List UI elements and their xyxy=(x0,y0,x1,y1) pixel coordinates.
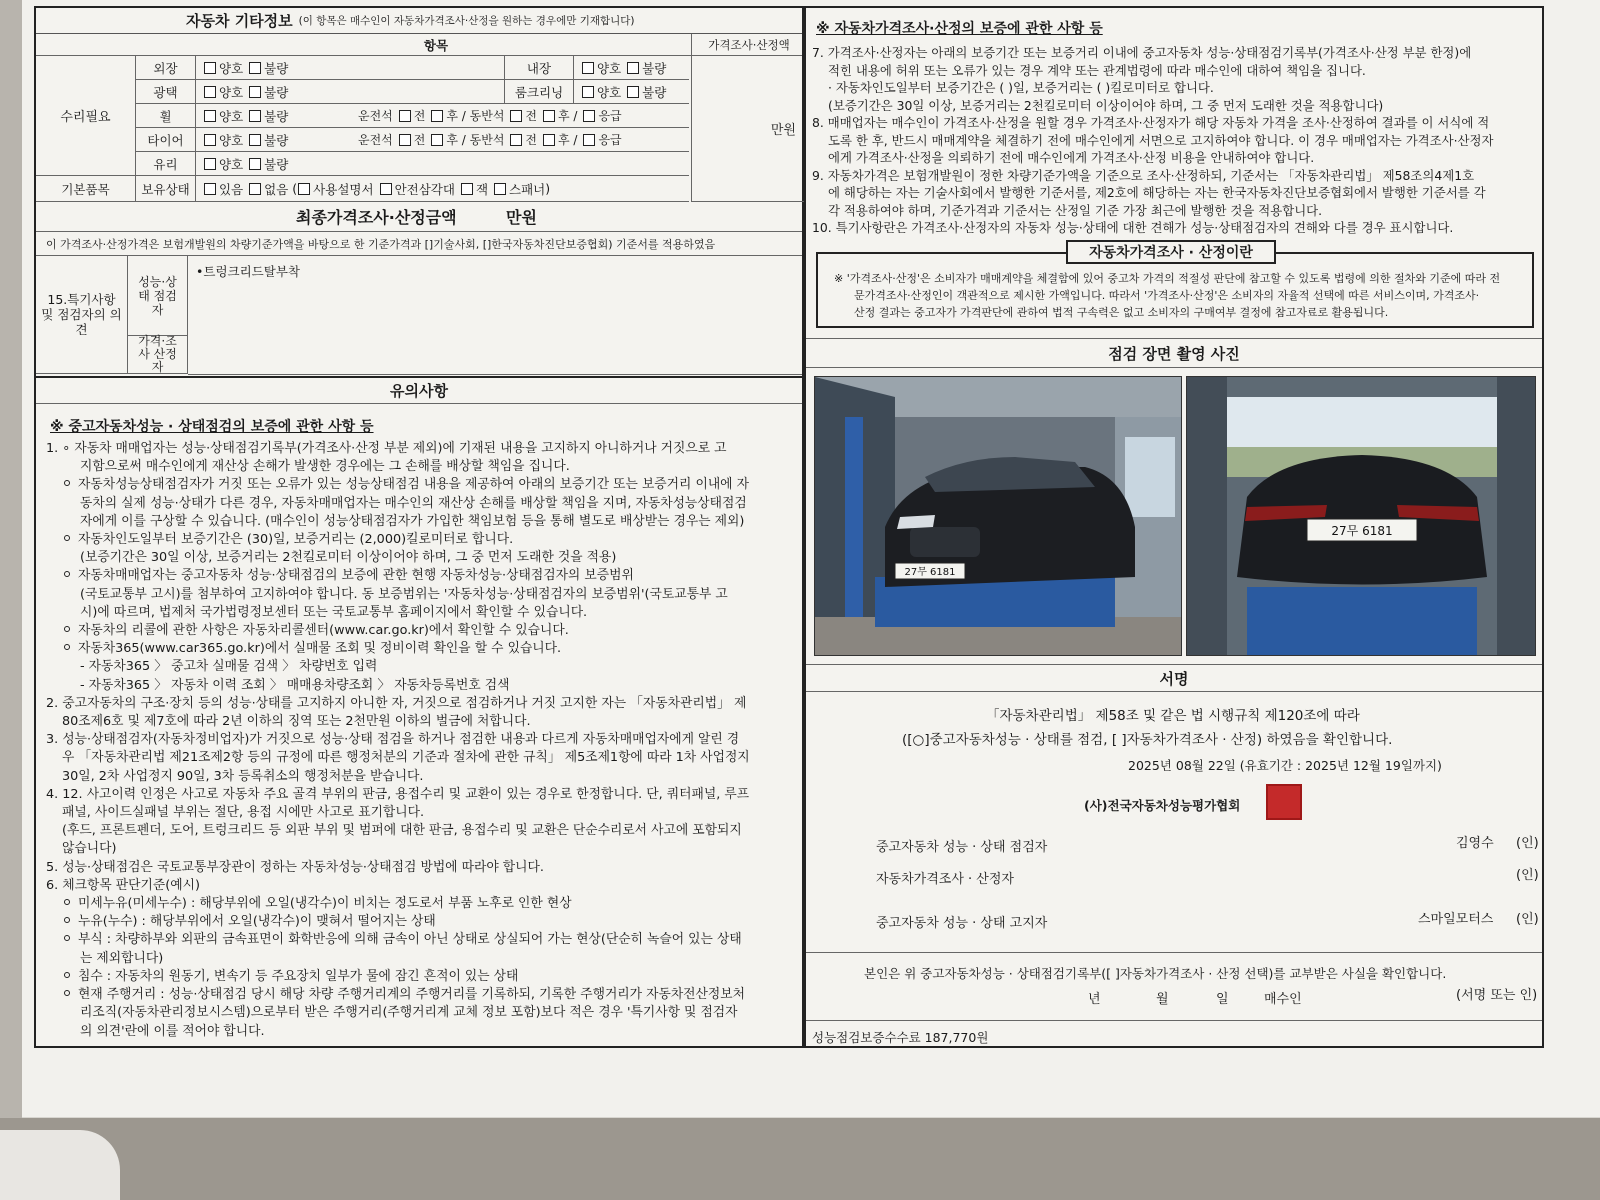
basic-items-label: 기본품목 xyxy=(36,176,136,201)
appraiser-opinion-label: 가격·조사 산정자 xyxy=(128,336,188,374)
wheel-rear-label: 후 xyxy=(446,109,458,123)
row-glass xyxy=(136,152,689,176)
room-clean-good-label: 양호 xyxy=(597,84,622,100)
info-column-header xyxy=(36,34,802,56)
caution-line: 2. 중고자동차의 구조·장치 등의 성능·상태를 고지하지 아니한 자, 거짓으로 점검하거나 거짓 고지한 자는 「자동차관리법」 제 xyxy=(46,695,747,711)
photos-title-text: 점검 장면 촬영 사진 xyxy=(1108,344,1240,363)
tire-label: 타이어 xyxy=(136,128,196,151)
exterior-good-checkbox[interactable] xyxy=(204,62,216,74)
rear-car-image xyxy=(1187,377,1536,656)
price-basis-row xyxy=(36,232,802,256)
jack-checkbox[interactable] xyxy=(461,183,473,195)
front-plate-text: 27무 6181 xyxy=(904,567,956,578)
caution-line: 부식 : 차량하부와 외판의 금속표면이 화학반응에 의해 금속이 아닌 상태로 상실되어 가는 현상(단순히 녹슬어 있는 상태 xyxy=(78,932,742,948)
caution-title-text: 유의사항 xyxy=(390,382,448,400)
gloss-good-label: 양호 xyxy=(219,84,244,100)
caution-line: (보증기간은 30일 이상, 보증거리는 2천킬로미터 이상이어야 하며, 그 중 먼저 도래한 것을 적용) xyxy=(80,550,617,566)
have-checkbox[interactable] xyxy=(204,183,216,195)
signature-title-text: 서명 xyxy=(1159,669,1189,688)
date-line: 2025년 08월 22일 (유효기간 : 2025년 12월 19일까지) xyxy=(1128,758,1442,773)
col-price-label: 가격조사·산정액 xyxy=(708,37,790,52)
caution-line: 자동차매매업자는 중고자동차 성능·상태점검의 보증에 관한 현행 자동차성능·상태점검자의 보증범위 xyxy=(78,568,634,584)
row-exterior xyxy=(136,56,689,80)
appraisal-text-1: ※ '가격조사·산정'은 소비자가 매매계약을 체결함에 있어 중고차 가격의 적절성 판단에 참고할 수 있도록 법령에 의한 절차와 기준에 따라 전 xyxy=(834,272,1501,285)
front-car-image xyxy=(815,377,1182,656)
inspector-seal-mark: (인) xyxy=(1516,836,1539,851)
inspection-document xyxy=(22,0,1600,1118)
caution-line: 6. 체크항목 판단기준(예시) xyxy=(46,877,200,893)
room-clean-bad-label: 불량 xyxy=(642,84,667,100)
basis-text-2: ]기술사회, [ xyxy=(428,237,488,251)
front-inspection-photo xyxy=(814,376,1182,656)
caution-line: 의 의견'란에 이를 적어야 합니다. xyxy=(80,1023,265,1039)
tire-pass-rear-checkbox[interactable] xyxy=(543,134,555,146)
tire-front-checkbox[interactable] xyxy=(399,134,411,146)
caution-line: 현재 주행거리 : 성능·상태점검 당시 해당 차량 주행거리계의 주행거리를 기록하되, 기록한 주행거리가 자동차전산정보처 xyxy=(78,987,745,1003)
glass-bad-label: 불량 xyxy=(264,156,289,172)
room-clean-label: 룸크리닝 xyxy=(504,80,574,103)
row-wheel: 휠 양호 불량 운전석 전 후 / 동반석 전 후 / 응급 xyxy=(136,104,689,128)
caution-line: 누유(누수) : 해당부위에서 오일(냉각수)이 맺혀서 떨어지는 상태 xyxy=(78,914,436,930)
caution-line: 30일, 2차 사업정지 90일, 3차 등록취소의 행정처분을 받습니다. xyxy=(62,768,424,784)
caution-line: 우 「자동차관리법 제21조제2항 등의 규정에 따른 행정처분의 기준과 절차에 관한 규칙」 제5조제1항에 따라 1차 사업정지 xyxy=(62,750,750,766)
glass-good-checkbox[interactable] xyxy=(204,158,216,170)
caution-line: (국토교통부 고시)를 첨부하여 고지하여야 합니다. 동 보증범위는 '자동차성능·상태점검자의 보증범위'(국토교통부 고 xyxy=(80,586,728,602)
caution-line: 3. 성능·상태점검자(자동차정비업자)가 거짓으로 성능·상태 점검을 하거나 점검한 내용과 다르게 자동차매매업자에게 알린 경 xyxy=(46,732,740,748)
receipt-year: 년 xyxy=(1088,992,1101,1007)
wheel-pass-rear-label: 후 xyxy=(558,109,570,123)
spanner-label: 스패너 xyxy=(509,181,546,197)
caution-line: 자동차인도일부터 보증기간은 (30)일, 보증거리는 (2,000)킬로미터로 합니다. xyxy=(78,532,514,548)
vehicle-info-note: (이 항목은 매수인이 자동차가격조사·산정을 원하는 경우에만 기재합니다) xyxy=(298,15,635,27)
warranty-line: 9. 자동차가격은 보험개발원이 정한 차량기준가액을 기준으로 조사·산정하되, 기준서는 「자동차관리법」 제58조의4제1호 xyxy=(812,167,1475,183)
wheel-pass-front-checkbox[interactable] xyxy=(510,110,522,122)
gloss-bad-checkbox[interactable] xyxy=(249,86,261,98)
manual-label: 사용설명서 xyxy=(313,181,374,197)
tire-spare-label: 응급 xyxy=(598,133,622,147)
wheel-bad-label: 불량 xyxy=(264,108,289,124)
background-surface xyxy=(0,1118,1600,1200)
inspector-sign-label: 중고자동차 성능 · 상태 점검자 xyxy=(876,840,1048,855)
triangle-label: 안전삼각대 xyxy=(394,181,455,197)
wheel-pass-front-label: 전 xyxy=(525,109,538,123)
caution-line: 동차의 실제 성능·상태가 다른 경우, 자동차매매업자는 매수인의 재산상 손해를 배상할 책임을 지며, 자동차성능상태점검 xyxy=(80,495,747,511)
caution-line: 리조직(자동차관리정보시스템)으로부터 받은 주행거리(주행거리계 교체 정보 포함)보다 적은 경우 '특기사항 및 점검자 xyxy=(80,1005,738,1021)
tire-rear-label: 후 xyxy=(446,133,458,147)
possession-label: 보유상태 xyxy=(136,176,196,201)
caution-line: 침수 : 자동차의 원동기, 변속기 등 주요장치 일부가 물에 잠긴 흔적이 있는 상태 xyxy=(78,968,519,984)
caution-line: 않습니다) xyxy=(62,841,117,857)
gloss-bad-label: 불량 xyxy=(264,84,289,100)
tire-good-checkbox[interactable] xyxy=(204,134,216,146)
caution-line: 지함으로써 매수인에게 재산상 손해가 발생한 경우에는 그 손해를 배상할 책임을 집니다. xyxy=(80,459,570,475)
notifier-seal-mark: (인) xyxy=(1516,912,1539,927)
association-name: (사)전국자동차성능평가협회 xyxy=(1084,798,1241,813)
col-item-label: 항목 xyxy=(423,37,449,53)
none-label: 없음 xyxy=(264,181,289,197)
caution-line: 자동차365(www.car365.go.kr)에서 실매물 조회 및 정비이력 확인을 할 수 있습니다. xyxy=(78,641,562,657)
special-notes-label: 15.특기사항 및 점검자의 의견 xyxy=(36,256,128,374)
notifier-name: 스마일모터스 xyxy=(1418,912,1494,927)
inspector-opinion-text: •트렁크리드탈부착 xyxy=(196,264,300,279)
tire-rear-checkbox[interactable] xyxy=(431,134,443,146)
warranty-line: 7. 가격조사·산정자는 아래의 보증기간 또는 보증거리 이내에 중고자동차 성능·상태점검기록부(가격조사·산정 부분 한정)에 xyxy=(812,45,1472,60)
exterior-bad-label: 불량 xyxy=(264,60,289,76)
paper-corner xyxy=(0,1130,120,1200)
glass-bad-checkbox[interactable] xyxy=(249,158,261,170)
rear-plate-text: 27무 6181 xyxy=(1331,524,1393,538)
warranty-line: (보증기간은 30일 이상, 보증거리는 2천킬로미터 이상이어야 하며, 그 중 먼저 도래한 것을 적용합니다) xyxy=(828,97,1384,113)
gloss-good-checkbox[interactable] xyxy=(204,86,216,98)
price-unit-manwon: 만원 xyxy=(691,56,804,202)
wheel-good-label: 양호 xyxy=(219,108,244,124)
gloss-label: 광택 xyxy=(136,80,196,103)
tire-spare-checkbox[interactable] xyxy=(583,134,595,146)
appraisal-box-title: 자동차가격조사 · 산정이란 xyxy=(1066,240,1276,264)
row-basic-items: 기본품목 보유상태 있음 없음 ( 사용설명서 안전삼각대 잭 스패너 ) xyxy=(36,176,689,202)
row-tire: 타이어 양호 불량 운전석 전 후 / 동반석 전 후 / 응급 xyxy=(136,128,689,152)
interior-bad-checkbox[interactable] xyxy=(627,62,639,74)
glass-good-label: 양호 xyxy=(219,156,244,172)
interior-label: 내장 xyxy=(504,56,574,79)
wheel-rear-checkbox[interactable] xyxy=(431,110,443,122)
buyer-label: 매수인 xyxy=(1264,992,1302,1007)
caution-line: 자에게 이를 구상할 수 있습니다. (매수인이 성능상태점검자가 가입한 책임보험 등을 통해 별도로 배상받는 경우는 제외) xyxy=(80,513,745,529)
warranty-line: 10. 특기사항란은 가격조사·산정자의 자동차 성능·상태에 대한 견해가 성능·상태점검자의 견해와 다를 경우 표시합니다. xyxy=(812,220,1454,235)
warranty-line: 각 적용하여야 하며, 기준가격과 기준서는 산정일 기준 가장 최근에 발행한 것을 적용합니다. xyxy=(828,202,1323,218)
wheel-passenger-label: 동반석 xyxy=(469,109,505,123)
caution-heading: ※ 중고자동차성능 · 상태점검의 보증에 관한 사항 등 xyxy=(50,419,374,435)
room-clean-good-checkbox[interactable] xyxy=(582,86,594,98)
caution-line: 4. 12. 사고이력 인정은 사고로 자동차 주요 골격 부위의 판금, 용접수리 및 교환이 있는 경우로 한정합니다. 단, 쿼터패널, 루프 xyxy=(46,786,750,802)
warranty-line: 8. 매매업자는 매수인이 가격조사·산정을 원할 경우 가격조사·산정자가 해당 자동차 가격을 조사·산정하여 결과를 이 서식에 적 xyxy=(812,115,1490,130)
none-checkbox[interactable] xyxy=(249,183,261,195)
left-panel xyxy=(34,6,804,1048)
final-price-label: 최종가격조사·산정금액 xyxy=(296,208,457,227)
glass-label: 유리 xyxy=(136,152,196,175)
tire-front-label: 전 xyxy=(413,133,426,147)
row-gloss xyxy=(136,80,689,104)
wheel-good-checkbox[interactable] xyxy=(204,110,216,122)
warranty-line: 적힌 내용에 허위 또는 오류가 있는 경우 계약 또는 관계법령에 따라 매수인에 대하여 책임을 집니다. xyxy=(828,62,1366,78)
final-price-unit: 만원 xyxy=(506,208,537,227)
tire-pass-front-checkbox[interactable] xyxy=(510,134,522,146)
appraisal-text-3: 산정 결과는 중고자가 가격판단에 관하여 법적 구속력은 없고 소비자의 구매여부 결정에 참고자료로 활용됩니다. xyxy=(854,306,1389,319)
wheel-spare-label: 응급 xyxy=(598,109,622,123)
tire-passenger-label: 동반석 xyxy=(469,133,505,147)
jack-label: 잭 xyxy=(475,181,489,197)
appraiser-seal-mark: (인) xyxy=(1516,868,1539,883)
final-price-row xyxy=(36,202,802,232)
right-panel xyxy=(804,6,1544,1048)
caution-line: - 자동차365 〉 자동차 이력 조회 〉 매매용차량조회 〉 자동차등록번호 검색 xyxy=(80,677,510,693)
caution-line: 자동차의 리콜에 관한 사항은 자동차리콜센터(www.car.go.kr)에서 확인할 수 있습니다. xyxy=(78,623,569,639)
caution-body xyxy=(46,440,798,1041)
warranty-line: · 자동차인도일부터 보증기간은 ( )일, 보증거리는 ( )킬로미터로 합니다. xyxy=(828,80,1214,95)
warranty-line: 에 해당하는 자는 기술사회에서 발행한 기준서를, 제2호에 해당하는 자는 한국자동차진단보증협회에서 발행한 기준서를 각 xyxy=(828,185,1486,200)
notifier-sign-label: 중고자동차 성능 · 상태 고지자 xyxy=(876,916,1048,931)
caution-line: 미세누유(미세누수) : 해당부위에 오일(냉각수)이 비치는 정도로서 부품 노후로 인한 현상 xyxy=(78,896,572,912)
warranty-fee-line: 성능점검보증수수료 187,770원 xyxy=(812,1030,989,1045)
have-label: 있음 xyxy=(219,181,244,197)
inspector-name: 김영수 xyxy=(1456,836,1494,851)
caution-title xyxy=(36,376,802,404)
appraisal-text-2: 문가격조사·산정인이 객관적으로 제시한 가액입니다. 따라서 '가격조사·산정'은 소비자의 자율적 선택에 따른 서비스이며, 가격조사· xyxy=(854,289,1480,302)
warranty-body xyxy=(812,44,1538,237)
caution-line: (후드, 프론트펜더, 도어, 트렁크리드 등 외판 부위 및 범퍼에 대한 판금, 용접수리 및 교환은 단순수리로서 사고에 포함되지 xyxy=(62,823,742,839)
tire-bad-label: 불량 xyxy=(264,132,289,148)
confirm-line: ([○]중고자동차성능 · 상태를 점검, [ ]자동차가격조사 · 산정) 하였음을 확인합니다. xyxy=(902,732,1393,748)
rear-inspection-photo xyxy=(1186,376,1536,656)
caution-line: - 자동차365 〉 중고차 실매물 검색 〉 차량번호 입력 xyxy=(80,659,378,675)
caution-line: 는 제외합니다) xyxy=(80,950,164,966)
receipt-line: 본인은 위 중고자동차성능 · 상태점검기록부([ ]자동차가격조사 · 산정 선택)를 교부받은 사실을 확인합니다. xyxy=(864,966,1447,981)
exterior-label: 외장 xyxy=(136,56,196,79)
exterior-good-label: 양호 xyxy=(219,60,244,76)
wheel-bad-checkbox[interactable] xyxy=(249,110,261,122)
tire-bad-checkbox[interactable] xyxy=(249,134,261,146)
caution-line: 1. ∘ 자동차 매매업자는 성능·상태점검기록부(가격조사·산정 부분 제외)에 기재된 내용을 고지하지 아니하거나 거짓으로 고 xyxy=(46,441,727,456)
triangle-checkbox[interactable] xyxy=(380,183,392,195)
interior-good-label: 양호 xyxy=(597,60,622,76)
tire-pass-front-label: 전 xyxy=(525,133,538,147)
caution-line: 시)에 따르며, 법제처 국가법령정보센터 또는 국토교통부 홈페이지에서 확인할 수 있습니다. xyxy=(80,604,588,620)
interior-bad-label: 불량 xyxy=(642,60,667,76)
caution-line: 자동차성능상태점검자가 거짓 또는 오류가 있는 성능상태점검 내용을 제공하여 아래의 보증기간 또는 보증거리 이내에 자 xyxy=(78,477,749,493)
wheel-front-label: 전 xyxy=(413,109,426,123)
caution-line: 80조제6호 및 제7호에 따라 2년 이하의 징역 또는 2천만원 이하의 벌금에 처합니다. xyxy=(62,714,531,730)
spanner-checkbox[interactable] xyxy=(494,183,506,195)
caution-line: 5. 성능·상태점검은 국토교통부장관이 정하는 자동차성능·상태점검 방법에 따라야 합니다. xyxy=(46,859,544,875)
wheel-label: 휠 xyxy=(136,104,196,127)
wheel-pass-rear-checkbox[interactable] xyxy=(543,110,555,122)
caution-line: 패널, 사이드실패널 부위는 절단, 용접 시에만 사고로 표기합니다. xyxy=(62,805,425,821)
receipt-day: 일 xyxy=(1216,992,1229,1007)
inspector-opinion-label: 성능·상태 점검자 xyxy=(128,256,188,336)
repair-needed-label: 수리필요 xyxy=(36,56,136,176)
vehicle-info-title: 자동차 기타정보 xyxy=(186,12,293,30)
law-basis-line: 「자동차관리법」 제58조 및 같은 법 시행규칙 제120조에 따라 xyxy=(986,708,1360,724)
basis-text-1: 이 가격조사·산정가격은 보험개발원의 차량기준가액을 바탕으로 한 기준가격과 [ xyxy=(46,237,429,251)
wheel-spare-checkbox[interactable] xyxy=(583,110,595,122)
tire-good-label: 양호 xyxy=(219,132,244,148)
tire-driver-label: 운전석 xyxy=(358,133,393,147)
warranty-line: 도록 한 후, 반드시 매매계약을 체결하기 전에 매수인에게 서면으로 고지하여야 합니다. 이 경우 매매업자는 가격조사·산정자 xyxy=(828,132,1494,148)
vehicle-info-header xyxy=(36,8,802,34)
wheel-front-checkbox[interactable] xyxy=(399,110,411,122)
room-clean-bad-checkbox[interactable] xyxy=(627,86,639,98)
interior-good-checkbox[interactable] xyxy=(582,62,594,74)
photos-title xyxy=(806,338,1542,368)
basis-text-3: ]한국자동차진단보증협회) 기준서를 적용하였음 xyxy=(487,237,716,251)
receipt-month: 월 xyxy=(1156,992,1169,1007)
warranty-heading: ※ 자동차가격조사·산정의 보증에 관한 사항 등 xyxy=(816,21,1103,37)
appraiser-sign-label: 자동차가격조사 · 산정자 xyxy=(876,872,1014,887)
exterior-bad-checkbox[interactable] xyxy=(249,62,261,74)
buyer-sign-mark: (서명 또는 인) xyxy=(1456,988,1538,1003)
signature-title xyxy=(806,664,1542,692)
manual-checkbox[interactable] xyxy=(298,183,310,195)
warranty-line: 에게 가격조사·산정을 의뢰하기 전에 매수인에게 가격조사·산정 비용을 안내하여야 합니다. xyxy=(828,150,1315,165)
tire-pass-rear-label: 후 xyxy=(558,133,570,147)
association-seal xyxy=(1266,784,1302,820)
wheel-driver-label: 운전석 xyxy=(358,109,393,123)
